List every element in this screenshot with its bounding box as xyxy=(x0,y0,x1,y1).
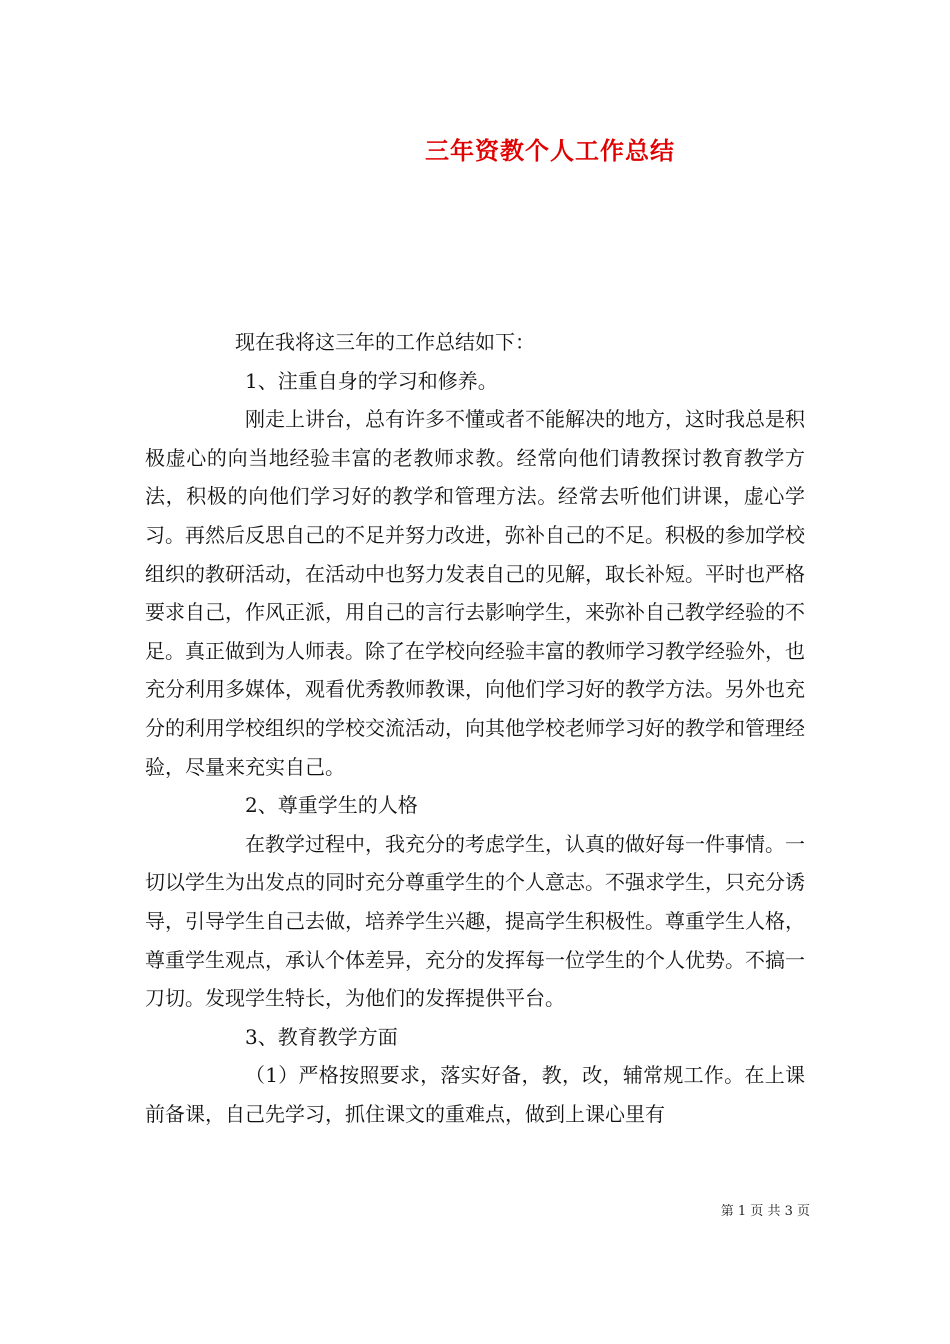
intro-paragraph: 现在我将这三年的工作总结如下： xyxy=(235,330,535,354)
section-paragraph-1: 刚走上讲台，总有许多不懂或者不能解决的地方，这时我总是积极虚心的向当地经验丰富的老教师求教。经常向他们请教探讨教育教学方法，积极的向他们学习好的教学和管理方法。经常去听他们讲课，虚心学习。再然后反思自己的不足并努力改进，弥补自己的不足。积极的参加学校组织的教研活动，在活动中也努力发表自己的见解，取长补短。平时也严格要求自己，作风正派，用自己的言行去影响学生，来弥补自己教学经验的不足。真正做到为人师表。除了在学校向经验丰富的教师学习教学经验外，也充分利用多媒体，观看优秀教师教课，向他们学习好的教学方法。另外也充分的利用学校组织的学校交流活动，向其他学校老师学习好的教学和管理经验，尽量来充实自己。 xyxy=(145,407,805,779)
page-footer: 第 1 页 共 3 页 xyxy=(720,1204,810,1219)
section-paragraph-3: （1）严格按照要求，落实好备，教，改，辅常规工作。在上课前备课，自己先学习，抓住课文的重难点，做到上课心里有 xyxy=(145,1063,805,1126)
document-body xyxy=(145,323,805,1133)
section-heading-1: 1、注重自身的学习和修养。 xyxy=(245,368,498,393)
section-paragraph-2: 在教学过程中，我充分的考虑学生，认真的做好每一件事情。一切以学生为出发点的同时充分尊重学生的个人意志。不强求学生，只充分诱导，引导学生自己去做，培养学生兴趣，提高学生积极性。尊重学生人格，尊重学生观点，承认个体差异，充分的发挥每一位学生的个人优势。不搞一刀切。发现学生特长，为他们的发挥提供平台。 xyxy=(145,831,805,1011)
page-title: 三年资教个人工作总结 xyxy=(425,136,675,165)
section-heading-3: 3、教育教学方面 xyxy=(245,1024,398,1049)
section-heading-2: 2、尊重学生的人格 xyxy=(245,793,418,818)
